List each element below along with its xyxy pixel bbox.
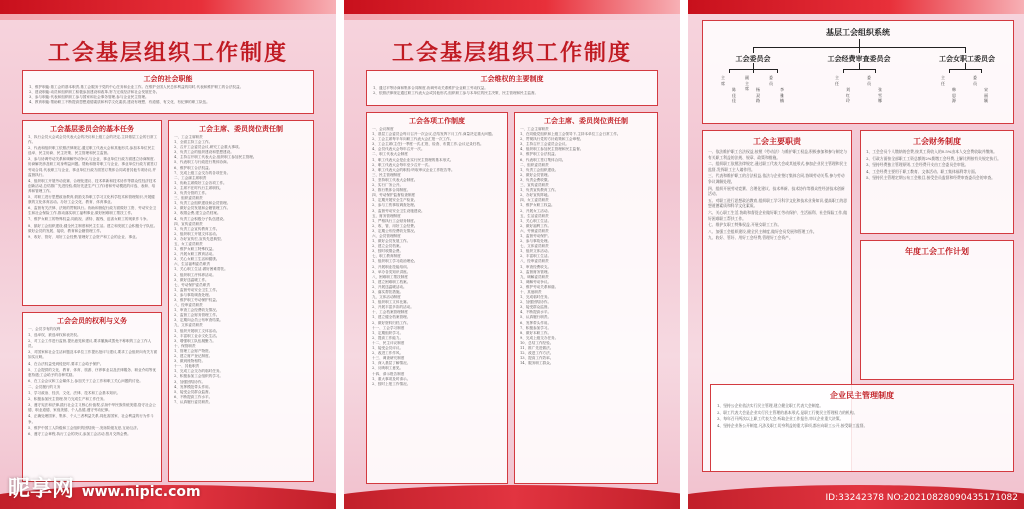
org-connector <box>859 47 860 53</box>
text-line: 十、其他职责 <box>520 290 542 294</box>
text-line: 2、参与工伤事故调查处理。 <box>372 203 418 208</box>
text-line: 八、经审委员职责 <box>520 259 549 264</box>
text-line: 二、会员履行的义务 <box>28 384 61 389</box>
text-line: 3、增强职工队伍凝聚力。 <box>174 338 216 343</box>
text-line: 十、保管职责 <box>174 343 196 348</box>
text-line: 5、认真履行职责。 <box>520 315 552 320</box>
text-line: 6、发挥带头作用。 <box>520 320 552 325</box>
text-line: 三、民主管理制度 <box>372 172 401 177</box>
top-band-accent <box>344 14 680 20</box>
text-line: 1、组织职工学习政治理论。 <box>372 259 418 264</box>
text-line: 四、宣传委员职责 <box>174 221 203 226</box>
text-line: 1、负责宣传教育工作。 <box>520 188 559 193</box>
text-line: 2、开展职业技能培训。 <box>372 264 411 269</box>
text-line: 三、组织委员职责 <box>174 196 203 201</box>
text-line: 2、组织职工疗休养活动。 <box>174 272 216 277</box>
text-line: 6、代表职工签订集体合同。 <box>520 157 566 162</box>
text-line: 2、办好宣传阵地。 <box>520 193 552 198</box>
org-connector <box>777 69 778 73</box>
text-line: 6、不断提高工作水平。 <box>174 394 213 399</box>
text-line: 3、负责工会的组织建设和思想建设。 <box>174 150 234 155</box>
poster-panel-2 <box>344 0 680 509</box>
text-line: 四、劳动保护监督检查制度 <box>372 193 416 198</box>
text-line: 1、维护女职工权益。 <box>520 203 555 208</box>
text-line: 1、做好会员发展工作。 <box>372 239 411 244</box>
org-connector <box>981 69 982 73</box>
section-body <box>174 135 310 405</box>
text-line: 3、关心女职工生活和健康。 <box>174 257 220 262</box>
member-name: 杨 双 路 <box>756 87 760 103</box>
text-line: 1、严格执行工会财务制度。 <box>372 218 418 223</box>
text-line: 1、完成临时任务。 <box>520 295 552 300</box>
org-connector <box>729 69 730 73</box>
section-chair-responsibility <box>168 120 314 482</box>
section-democratic-management <box>710 384 1014 472</box>
text-line: 八、困难职工帮扶制度 <box>372 274 408 279</box>
text-line: 5、接受会员群众监督。 <box>174 389 213 394</box>
text-line: 8、做好本职工作。 <box>520 330 552 335</box>
member-name: 陈 佳 佳 <box>732 87 736 103</box>
panel-title: 工会基层组织工作制度 <box>391 40 632 66</box>
text-line: 2、提高工作能力。 <box>372 335 404 340</box>
text-line: 五、财务管理制度 <box>372 213 401 218</box>
text-line: 一、会员享有的权利 <box>28 327 61 331</box>
text-line: 2、监督工会财务管理工作。 <box>174 313 220 318</box>
text-line: 2、建设职能:动员和组织职工积极参加建设和改革,努力完成经济和社会发展任务。 <box>29 90 160 95</box>
top-band <box>688 0 1024 14</box>
text-line: 2、做好会员发展和会籍管理工作。 <box>174 206 231 211</box>
text-line: 1、审查经费收支。 <box>520 264 552 269</box>
text-line: 1、重大事项及时请示。 <box>372 376 411 381</box>
text-line: 4、组织职工开展劳动竞赛、合理化建议、技术革新和技术协作等群众性经济技术创新活动,总结推广先进经验,做好先进生产(工作)者和劳动模范的评选、表彰、培养和管理工作。 <box>28 178 157 193</box>
text-line: 一、依法维护职工合法权益,按照《劳动法》与维护职工权益,积极参加和参与制定与有关职工利益的法规、规章、政策和措施。 <box>708 149 848 160</box>
text-line: 2、职工代表大会是企业实行民主管理的基本形式,是职工行使民主管理权力的机构。 <box>717 409 858 415</box>
text-line: 4、负责工会积极分子队伍建设。 <box>174 216 227 221</box>
text-line: 1、工会会员个人缴纳的会费,按其工资收入的0.5%由本人交会费收取并缴纳。 <box>866 149 997 154</box>
text-line: 2、丰富职工生活。 <box>520 254 552 259</box>
text-line: 2、开展女职工教育活动。 <box>174 252 216 257</box>
member-name: 韩 思 源 <box>952 87 956 103</box>
section-title: 工会的社会职能 <box>143 74 193 83</box>
text-line: 一、会议制度 <box>372 127 394 131</box>
text-line: 1、完成工会交办的临时任务。 <box>174 369 224 374</box>
committee-audit: 工会经费审查委员会 <box>827 54 891 63</box>
text-line: 3、推行集体合同制度。 <box>372 188 411 193</box>
text-line: 七、职工教育制度 <box>372 254 401 259</box>
text-line: 3、做好送温暖工作。 <box>174 277 209 282</box>
text-line: 5、维护职工合法权益。 <box>520 152 559 157</box>
section-social-functions <box>22 70 314 114</box>
section-body <box>866 149 1010 182</box>
section-title: 工会主席、委员岗位责任制 <box>544 116 628 125</box>
org-connector <box>753 47 754 53</box>
section-title: 工会维权的主要制度 <box>480 74 544 83</box>
section-body <box>28 327 158 438</box>
text-line: 9、完成上级交办任务。 <box>520 335 559 340</box>
section-title: 工会会员的权利与义务 <box>57 316 127 325</box>
text-line: 1、建立健全档案管理。 <box>372 315 411 320</box>
text-line: 2、积极参加民主管理,努力完成生产和工作任务。 <box>28 397 107 402</box>
org-connector <box>949 69 950 73</box>
text-line: 2、按时上报工作情况。 <box>372 381 411 386</box>
section-title: 工会财务制度 <box>913 136 961 146</box>
text-line: 13、提高工作效率。 <box>520 356 554 361</box>
text-line: 4、主持召开职工代表大会,组织职工参加民主管理。 <box>174 155 257 160</box>
member-role: 委 员 <box>973 75 977 86</box>
text-line: 2、改进工作作风。 <box>372 351 404 356</box>
member-role: 主 任 <box>941 75 945 86</box>
text-line: 3、参与职能:代表和组织职工参与国家和社会事务管理,参与企业民主管理。 <box>29 95 149 100</box>
text-line: 1、学习政治、经济、文化、法律、技术和工会基本知识。 <box>28 391 121 396</box>
text-line: 1、监督劳动保护。 <box>520 233 552 238</box>
text-line: 1、深入基层了解情况。 <box>372 361 411 366</box>
text-line: 8、搞好工会组织建设,健全民主制度和民主生活。建立和发展工会积极分子队伍。做好会员的发展、接收、教育和会籍管理工作。 <box>28 223 158 233</box>
text-line: 10、总结工作经验。 <box>520 340 554 345</box>
text-line: 2、实行厂务公开。 <box>372 183 404 188</box>
text-line: 六、生活福利委员职责 <box>174 262 210 267</box>
text-line: 九、文体活动制度 <box>372 295 401 300</box>
text-line: 3、落实帮扶措施。 <box>372 290 404 294</box>
member-role: 主 任 <box>835 75 839 86</box>
text-line: 6、监督有关法律、法规的贯彻执行。协助和督促行政方面做好工资、劳动安全卫生和社会保险工作,推动落实职工福利事业,做好困难职工帮扶工作。 <box>28 206 157 216</box>
top-band-accent <box>0 14 336 20</box>
text-line: 3、监督劳动安全卫生设施建设。 <box>372 208 425 213</box>
text-line: 1、关心职工生活,做好困难帮扶。 <box>174 267 228 272</box>
text-line: 2、主席不在时代行主席职权。 <box>174 185 224 190</box>
member-role: 主 席 <box>721 75 725 86</box>
text-line: 1、关心职工生活。 <box>520 218 552 223</box>
text-line: 1、在同级党组织和上级工会领导下,主持本单位工会日常工作。 <box>520 132 621 137</box>
text-line: 4、在合法权益受到侵犯时,要求工会给予保护。 <box>28 361 104 366</box>
text-line: 2、对工会工作进行监督,提出意见和建议,要求撤换或罢免不称职的工会工作人员。 <box>28 339 152 349</box>
image-id-text: ID:33242378 NO:20210828090435171082 <box>825 493 1018 503</box>
text-line: 1、通过平等协商和集体合同制度,协调劳动关系维护企业职工劳动权益。 <box>373 86 488 90</box>
text-line: 八、加强工会组织建设,健全民主制度,做好会员发展和管理工作。 <box>708 228 817 234</box>
org-chart-title: 基层工会组织系统 <box>826 27 890 37</box>
member-name: 张 雪 娜 <box>878 87 882 103</box>
text-line: 七、文体委员职责 <box>520 244 549 249</box>
text-line: 2、开展送温暖活动。 <box>372 284 407 289</box>
text-line: 2、行政方面按全部职工工资总额的2%拨缴工会经费,上解比例按有关规定执行。 <box>866 155 1001 161</box>
text-line: 1、建立困难职工档案。 <box>372 279 411 284</box>
member-role: 委 员 <box>769 75 773 86</box>
text-line: 7、认真履行委员职责。 <box>174 399 213 404</box>
text-line: 14、服务职工群众。 <box>520 361 554 366</box>
text-line: 十三、调查研究制度 <box>372 356 405 361</box>
section-work-system <box>366 112 508 484</box>
text-line: 1、接受会员评议。 <box>372 346 404 351</box>
section-title: 工会基层委员会的基本任务 <box>50 124 134 133</box>
section-body <box>29 85 309 105</box>
text-line: 2、建立会员档案。 <box>372 244 404 249</box>
text-line: 2、参与事故调查处理。 <box>174 292 213 297</box>
text-line: 2、贯彻执行党的方针政策和工会章程。 <box>520 137 584 142</box>
text-line: 2、开展丰富多彩的活动。 <box>372 305 414 310</box>
text-line: 1、维护女职工特殊权益。 <box>174 247 216 252</box>
member-name: 李 雅 楠 <box>780 87 784 103</box>
text-line: 6、在工会会议和工会媒体上,参加关于工会工作和职工关心问题的讨论。 <box>28 378 143 383</box>
text-line: 3、定期公布经费收支情况。 <box>372 228 418 233</box>
text-line: 二、组织委员职责 <box>520 162 549 167</box>
poster-panel-3 <box>688 0 1024 509</box>
member-name: 刘 红 玲 <box>846 87 850 103</box>
text-line: 十一、其他职责 <box>174 364 200 369</box>
top-band <box>0 0 336 14</box>
org-chart <box>702 20 1014 124</box>
text-line: 八、经审委员职责 <box>174 303 203 308</box>
text-line: 12、改进工作方法。 <box>520 351 554 356</box>
text-line: 4、不断提高水平。 <box>520 310 552 315</box>
text-line: 1、执行会员大会或会员代表大会的决议和上级工会的决定,主持基层工会的日常工作。 <box>28 135 158 145</box>
text-line: 九、文体委员职责 <box>174 323 203 328</box>
text-line: 3、每年召开两次以上职工代表大会,听取企业工作报告,审议企业重大决策。 <box>717 416 844 422</box>
org-connector <box>875 69 876 73</box>
text-line: 二、职工代表大会制度 <box>372 152 408 157</box>
section-member-rights <box>22 312 162 482</box>
text-line: 3、接受群众监督。 <box>520 305 552 310</box>
text-line: 5、工会提供的文化、教育、体育、旅游、疗养事业以及法律服务、职业介绍等优惠待遇;工会给予的各种奖励。 <box>28 367 157 377</box>
text-line: 4、会员代表大会每年召开一次。 <box>372 147 425 152</box>
text-line: 1、选举权、被选举权和表决权。 <box>28 333 81 338</box>
committee-union: 工会委员会 <box>735 54 771 63</box>
text-line: 1、审查工会经费收支情况。 <box>174 308 220 313</box>
section-body <box>520 127 654 366</box>
section-body <box>28 135 158 241</box>
text-line: 3、职工代表大会的职权:听取审议企业工作报告等。 <box>372 167 455 172</box>
section-finance <box>860 130 1014 234</box>
text-line: 2、召开工会委员会议,研究工会重大事项。 <box>174 145 243 150</box>
text-line: 1、职工代表大会是企业实行民主管理的基本形式。 <box>372 157 454 162</box>
member-name: 宋 丽 颖 <box>984 87 988 103</box>
org-connector <box>753 69 754 73</box>
text-line: 十二、民主评议制度 <box>372 340 405 345</box>
text-line: 五、女工委员职责 <box>174 241 203 246</box>
text-line: 六、关心职工生活,协助和督促企业做好职工劳动保护、生活福利、社会保险工作,做好困难职工帮扶工作。 <box>708 209 848 221</box>
text-line: 4、发挥模范带头作用。 <box>174 384 213 389</box>
section-body <box>373 86 653 96</box>
text-line: 4、组织职工参加民主管理和民主监督。 <box>520 147 584 152</box>
text-line: 2、丰富职工业余文化生活。 <box>174 333 220 338</box>
text-line: 7、完成上级工会交办的各项任务。 <box>174 170 231 175</box>
text-line: 1、维护职能:基工会的基本职责,基工会服务于党的中心任务和企业工作。在维护全国人民总体利益的同时,代表和维护职工的合法权益。 <box>29 85 244 89</box>
text-line: 二、组织职工依照法律规定,通过职工代表大会或其他形式,参加企业民主管理和民主监督,发挥职工主人翁作用。 <box>708 161 848 172</box>
member-role: 副 主 席 <box>745 75 749 91</box>
text-line: 3、坚持经费独立管理原则,工会经费开支由工会委员会审批。 <box>866 162 969 168</box>
text-line: 1、负责工会组织建设和会员管理。 <box>174 201 231 206</box>
text-line: 1、坚持职工代表大会制度。 <box>372 177 418 182</box>
text-line: 2、开展女工活动。 <box>520 208 552 213</box>
text-line: 九、调解委员职责 <box>520 274 549 279</box>
text-line: 3、遵守宪法和法律,践行社会主义核心价值观,弘扬中华民族传统美德,恪守社会公德、职业道德、家庭美德、个人品德,遵守劳动纪律。 <box>28 403 156 413</box>
text-line: 2、反映职工意见。 <box>372 366 404 371</box>
text-line: 2、维护劳动关系和谐。 <box>520 284 559 289</box>
text-line: 5、坚持民主管理定期公布工会账目,接受会员监督和经费审查委员会的审查。 <box>866 175 995 181</box>
text-line: 5、代表职工与行政进行集体协商。 <box>174 160 231 165</box>
text-line: 2、依照法律规定通过职工代表大会或其他形式,组织职工参与本单位的民主决策、民主管理和民主监督。 <box>373 91 539 96</box>
text-line: 11、推广先进做法。 <box>520 346 554 351</box>
text-line: 1、定期开展安全生产检查。 <box>372 198 418 203</box>
text-line: 3、做到账物相符。 <box>174 359 206 364</box>
text-line: 1、监督劳动安全卫生工作。 <box>174 287 220 292</box>
text-line: 1、协助主席做好工会各项工作。 <box>174 180 227 185</box>
section-annual-plan <box>860 240 1014 380</box>
bottom-wave <box>344 485 680 509</box>
org-connector <box>859 39 860 47</box>
text-line: 3、加强团结协作。 <box>174 379 206 384</box>
panel-title: 工会基层组织工作制度 <box>47 40 288 66</box>
text-line: 1、坚持公企业依法实行民主管理,建立健全职工代表大会制度。 <box>717 403 824 408</box>
text-line: 7、维护女职工的特殊权益,同歧视、虐待、摧残、迫害女职工的现象作斗争。 <box>28 217 151 222</box>
text-line: 3、负责会费收缴。 <box>520 177 552 182</box>
text-line: 九、收好、管好、用好工会经费,管理好工会资产。 <box>708 235 793 241</box>
top-band <box>344 0 680 14</box>
text-line: 四、女工委员职责 <box>520 198 549 203</box>
text-line: 2、参与事故处理。 <box>520 239 552 244</box>
text-line: 2、组织职工开展文体活动。 <box>174 231 220 236</box>
watermark-logo: 昵享网 www.nipic.com <box>8 477 201 502</box>
text-line: 1、定期组织学习。 <box>372 330 404 335</box>
text-line: 5、对职工进行思想政治教育,鼓励支持职工学习文化科学技术和管理知识,开展健康的文化体育活动。办好工会文化、教育、体育事业。 <box>28 195 155 205</box>
text-line: 1、负责工会组织建设。 <box>520 167 559 172</box>
text-line: 3、负责分管的工作。 <box>174 191 209 196</box>
text-line: 十、工会档案管理制度 <box>372 310 408 315</box>
text-line: 五、生活委员职责 <box>520 213 549 218</box>
section-body <box>708 149 848 242</box>
text-line: 5、维护中国工人阶级和工会组织的团结统一,发扬阶级友爱,互助互济。 <box>28 425 141 430</box>
text-line: 七、维护女职工特殊权益,开展女职工工作。 <box>708 222 782 228</box>
text-line: 2、建立财产登记制度。 <box>174 354 213 359</box>
section-title: 工会主要职责 <box>753 136 801 146</box>
text-line: 2、做好会员管理。 <box>520 172 552 177</box>
text-line: 1、组织开展职工文体活动。 <box>174 328 220 333</box>
text-line: 9、收好、管好、用好工会经费,管理好工会资产和工会的企业、事业。 <box>28 234 140 239</box>
text-line: 4、坚持企业务公开制度,凡涉及职工切身利益的重大事项,都应向职工公开,接受职工监督。 <box>717 422 868 428</box>
text-line: 3、按时收缴会费。 <box>372 249 404 254</box>
text-line: 2、加强团结协作。 <box>520 300 552 305</box>
section-chair-responsibility <box>514 112 658 484</box>
org-connector <box>843 69 844 73</box>
text-line: 2、收、管、用好工会经费。 <box>372 223 418 228</box>
text-line: 3、对国家和社会生活问题及本单位工作提出批评与建议,要求工会组织向有关方面如实反映。 <box>28 350 158 360</box>
section-rights-system <box>366 70 658 106</box>
org-connector <box>965 47 966 53</box>
text-line: 3、参与协调劳动关系和调解劳动争议,与企业、事业单位行政方面建立协商制度,协商解决涉及职工切身利益问题。帮助和指导职工与企业、事业单位行政方面签订劳动合同,代表职工与企业、事业单位行政方面签订集体合同或者其他专项协议,并监督执行。 <box>28 157 158 177</box>
text-line: 3、工会主席(主任)一季度一次,汇报、检查、布置工作,会议记录归档。 <box>372 142 484 147</box>
text-line: 1、管理工会财产物资。 <box>174 348 213 353</box>
text-line: 一、工会主席职责 <box>520 127 549 131</box>
text-line: 一、工会主席职责 <box>174 135 203 139</box>
text-line: 3、收缴会费,建立会员档案。 <box>174 211 221 216</box>
member-role: 委 员 <box>867 75 871 86</box>
text-line: 1、组织职工文体比赛。 <box>372 300 411 305</box>
text-line: 4、教育职能:帮助职工不断提高思想道德素质和科学文化素质,建设有理想、有道德、有文化、有纪律的职工队伍。 <box>29 100 210 105</box>
poster-panel-1 <box>0 0 336 509</box>
text-line: 2、做好资料归档工作。 <box>372 320 411 325</box>
text-line: 四、组织开展劳动竞赛、合理化建议、技术革新、技术协作等群众性经济技术创新活动。 <box>708 185 845 197</box>
text-line: 2、职工代表大会每年至少召开一次。 <box>372 162 432 167</box>
text-line: 十四、请示报告制度 <box>372 371 405 376</box>
section-body <box>717 403 1009 429</box>
org-connector <box>843 69 875 70</box>
text-line: 2、监督财务管理。 <box>520 269 552 274</box>
text-line: 4、正确处理国家、集体、个人三者利益关系,同危害国家、社会利益的行为作斗争。 <box>28 414 154 424</box>
text-line: 6、维护职工合法权益。 <box>174 165 213 170</box>
text-line: 六、劳保委员职责 <box>520 228 549 233</box>
text-line: 三、宣传委员职责 <box>520 183 549 188</box>
text-line: 1、组织文体活动。 <box>520 249 552 254</box>
section-title: 工会主席、委员岗位责任制 <box>199 124 283 133</box>
text-line: 二、工会副主席职责 <box>174 175 207 180</box>
text-line: 2、积极参加工会组织的学习。 <box>174 374 224 379</box>
org-connector <box>949 69 981 70</box>
text-line: 七、劳动保护委员职责 <box>174 282 210 287</box>
text-line: 十一、工会学习制度 <box>372 325 405 330</box>
committee-women: 工会女职工委员会 <box>939 54 995 63</box>
text-line: 1、基层工会委员会每月召开一次会议,总结发挥下月工作,商量决定重大问题。 <box>372 132 496 137</box>
text-line: 3、主持召开工会委员会会议。 <box>520 142 570 147</box>
text-line: 2、做好福利工作。 <box>520 223 552 228</box>
section-body <box>372 127 504 387</box>
section-title: 企业民主管理制度 <box>830 390 894 400</box>
section-title: 年度工会工作计划 <box>905 246 969 256</box>
text-line: 1、调解劳动争议。 <box>520 279 552 284</box>
text-line: 7、积极参加学习。 <box>520 325 552 330</box>
text-line: 1、全面主持工会工作。 <box>174 140 213 145</box>
section-title: 工会各项工作制度 <box>409 116 465 125</box>
text-line: 五、对职工进行思想政治教育,组织职工学习科学文化和技术业务知识,提高职工的思想道德素质和科学文化素质。 <box>708 197 848 209</box>
text-line: 3、举办各类知识讲座。 <box>372 269 411 274</box>
text-line: 3、维护职工劳动保护权益。 <box>174 298 220 302</box>
text-line: 4、工会经费主要用于职工教育、文体活动、职工集体福利等方面。 <box>866 168 979 174</box>
text-line: 3、定期向会员公布审查结果。 <box>174 318 224 323</box>
text-line: 3、办好宣传栏,宣传先进典型。 <box>174 236 225 241</box>
text-line: 6、遵守工会章程,执行工会的决议,参加工会活动,按月交纳会费。 <box>28 431 131 436</box>
text-line: 六、会员管理制度 <box>372 233 401 238</box>
section-committee-tasks <box>22 120 162 306</box>
text-line: 1、负责工会宣传教育工作。 <box>174 226 220 231</box>
text-line: 2、代表和组织职工依照法律规定,通过职工代表大会和其他形式,参加本单位民主选举、民主协商、民主决策、民主管理和民主监督。 <box>28 146 155 156</box>
text-line: 2、工会主席每半年向职工代表大会汇报一次工作。 <box>372 137 454 142</box>
text-line: 三、代表和维护职工的合法权益,依法与企业签订集体合同,协调劳动关系,参与劳动争议调解处理。 <box>708 173 845 184</box>
